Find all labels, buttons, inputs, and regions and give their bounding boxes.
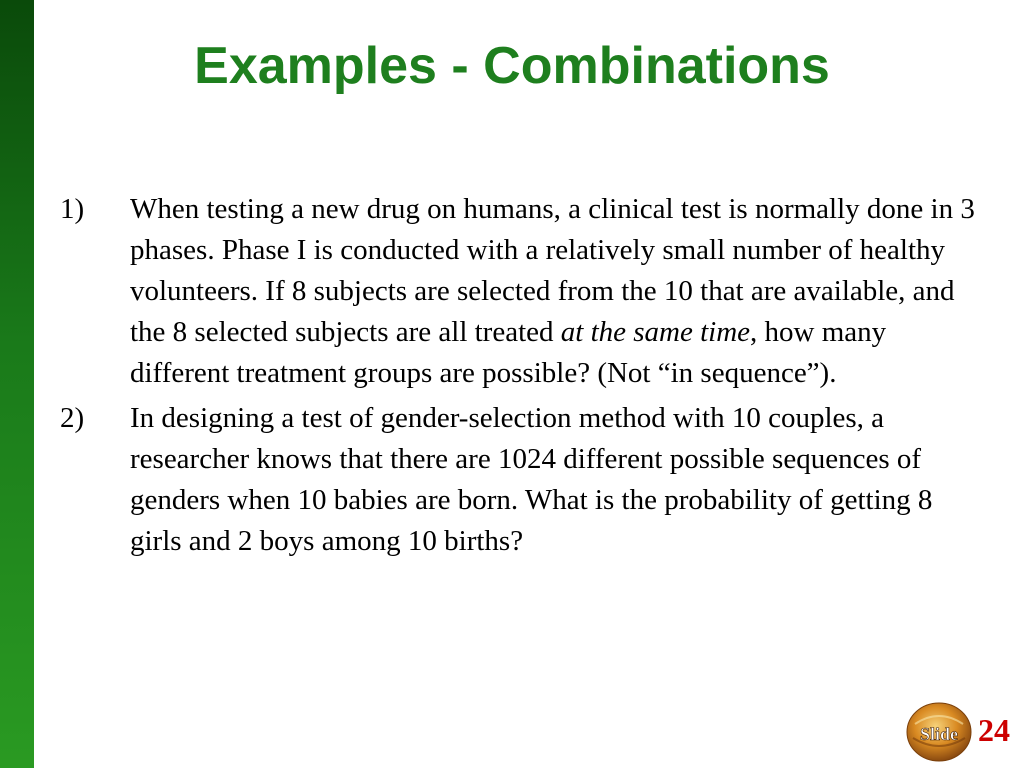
list-item-number: 1) (60, 193, 85, 225)
list-item-text: When testing a new drug on humans, a clinical test is normally done in 3 phases. Phase I is conducted with a relatively small number of healthy volunteers. If 8 subjects are selected from the 10 that are available, and the 8 selected subjects are all treated at the same time, how many different treatment groups are possible? (Not “in sequence”). (130, 193, 975, 389)
list-item (60, 189, 980, 394)
emphasis-text: at the same time (560, 316, 751, 348)
slide-number: 24 (978, 712, 1010, 748)
list-item-text: In designing a test of gender-selection method with 10 couples, a researcher knows that there are 1024 different possible sequences of genders when 10 babies are born. What is the probability of getting 8 girls and 2 boys among 10 births? (130, 402, 933, 557)
left-sidebar-decoration (0, 0, 34, 768)
slide-title: Examples - Combinations (194, 37, 830, 95)
slide-badge-icon (905, 702, 973, 762)
slide-badge-label: Slide (919, 724, 959, 744)
list-item-number: 2) (60, 402, 85, 434)
list-item (60, 398, 980, 562)
problem-list (60, 189, 980, 566)
